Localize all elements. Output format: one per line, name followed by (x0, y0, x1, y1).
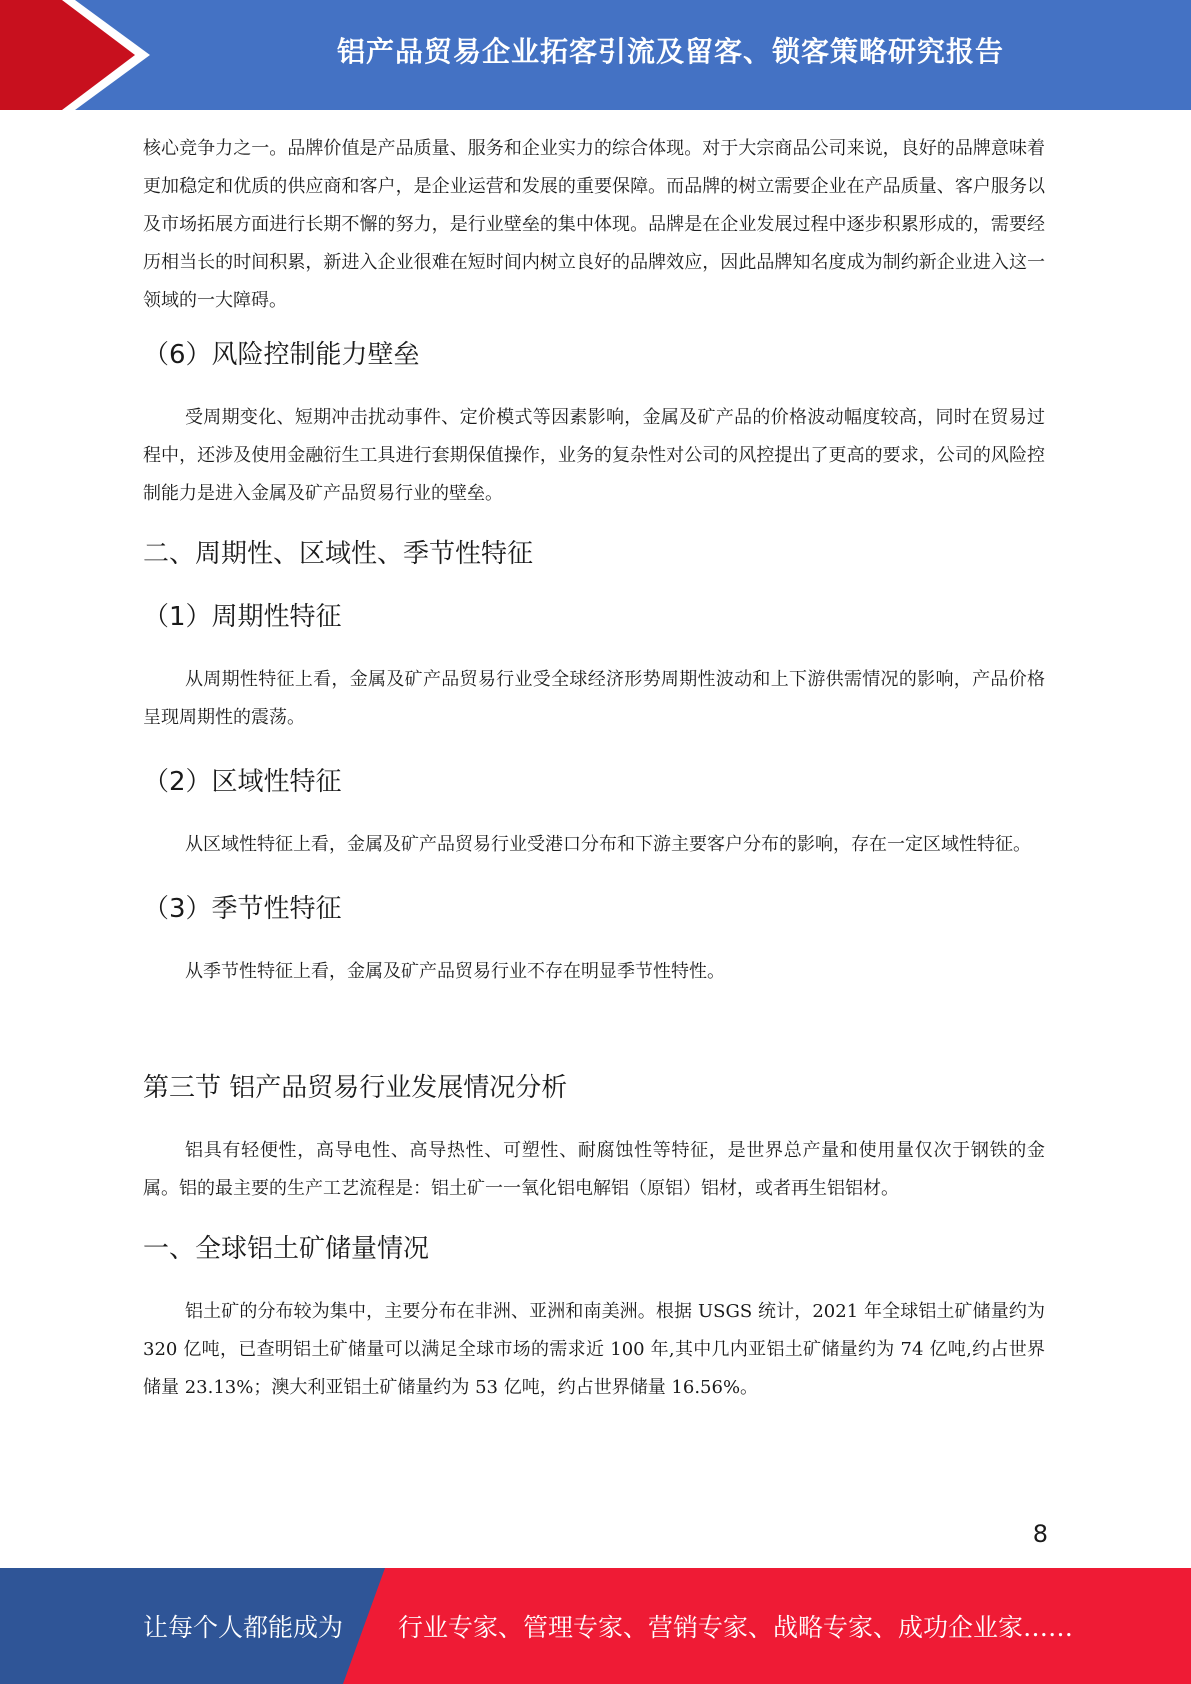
report-title: 铝产品贸易企业拓客引流及留客、锁客策略研究报告 (336, 35, 1004, 68)
page-footer (0, 1568, 1191, 1684)
heading-regional: （2）区域性特征 (143, 767, 342, 797)
page-header (0, 0, 1191, 110)
page-content (143, 130, 1045, 1407)
page-number: 8 (1032, 1520, 1048, 1548)
heading-seasonal: （3）季节性特征 (143, 894, 342, 924)
paragraph-bauxite: 铝土矿的分布较为集中，主要分布在非洲、亚洲和南美洲。根据 USGS 统计，2021 年全球铝土矿储量约为 320 亿吨，已查明铝土矿储量可以满足全球市场的需求近 100 年,其中几内亚铝土矿储量约为 74 亿吨,约占世界储量 23.13%；澳大利亚铝土矿储量约为 53 亿吨，约占世界储量 16.56%。 (143, 1301, 1045, 1398)
paragraph-cyclical: 从周期性特征上看，金属及矿产品贸易行业受全球经济形势周期性波动和上下游供需情况的影响，产品价格呈现周期性的震荡。 (143, 669, 1045, 728)
paragraph-aluminum: 铝具有轻便性，高导电性、高导热性、可塑性、耐腐蚀性等特征，是世界总产量和使用量仅次于钢铁的金属。铝的最主要的生产工艺流程是：铝土矿一一氧化铝电解铝（原铝）铝材，或者再生铝铝材。 (143, 1140, 1045, 1199)
heading-cyclical: （1）周期性特征 (143, 602, 342, 632)
header-chevron-decoration (0, 0, 160, 110)
paragraph-regional: 从区域性特征上看，金属及矿产品贸易行业受港口分布和下游主要客户分布的影响，存在一定区域性特征。 (185, 834, 1031, 855)
footer-slogan-right: 行业专家、管理专家、营销专家、战略专家、成功企业家…… (398, 1613, 1074, 1642)
paragraph-risk-control: 受周期变化、短期冲击扰动事件、定价模式等因素影响，金属及矿产品的价格波动幅度较高，同时在贸易过程中，还涉及使用金融衍生工具进行套期保值操作，业务的复杂性对公司的风控提出了更高的要求，公司的风险控制能力是进入金属及矿产品贸易行业的壁垒。 (143, 407, 1045, 504)
heading-section-3: 第三节 铝产品贸易行业发展情况分析 (143, 1073, 568, 1103)
paragraph-brand: 核心竞争力之一。品牌价值是产品质量、服务和企业实力的综合体现。对于大宗商品公司来说，良好的品牌意味着更加稳定和优质的供应商和客户，是企业运营和发展的重要保障。而品牌的树立需要企业在产品质量、客户服务以及市场拓展方面进行长期不懈的努力，是行业壁垒的集中体现。品牌是在企业发展过程中逐步积累形成的，需要经历相当长的时间积累，新进入企业很难在短时间内树立良好的品牌效应，因此品牌知名度成为制约新企业进入这一领域的一大障碍。 (143, 138, 1045, 311)
footer-slogan-left: 让每个人都能成为 (143, 1613, 344, 1642)
heading-features: 二、周期性、区域性、季节性特征 (143, 539, 534, 569)
heading-risk-control: （6）风险控制能力壁垒 (143, 340, 420, 370)
paragraph-seasonal: 从季节性特征上看，金属及矿产品贸易行业不存在明显季节性特性。 (185, 961, 725, 982)
heading-bauxite: 一、全球铝土矿储量情况 (143, 1234, 430, 1264)
